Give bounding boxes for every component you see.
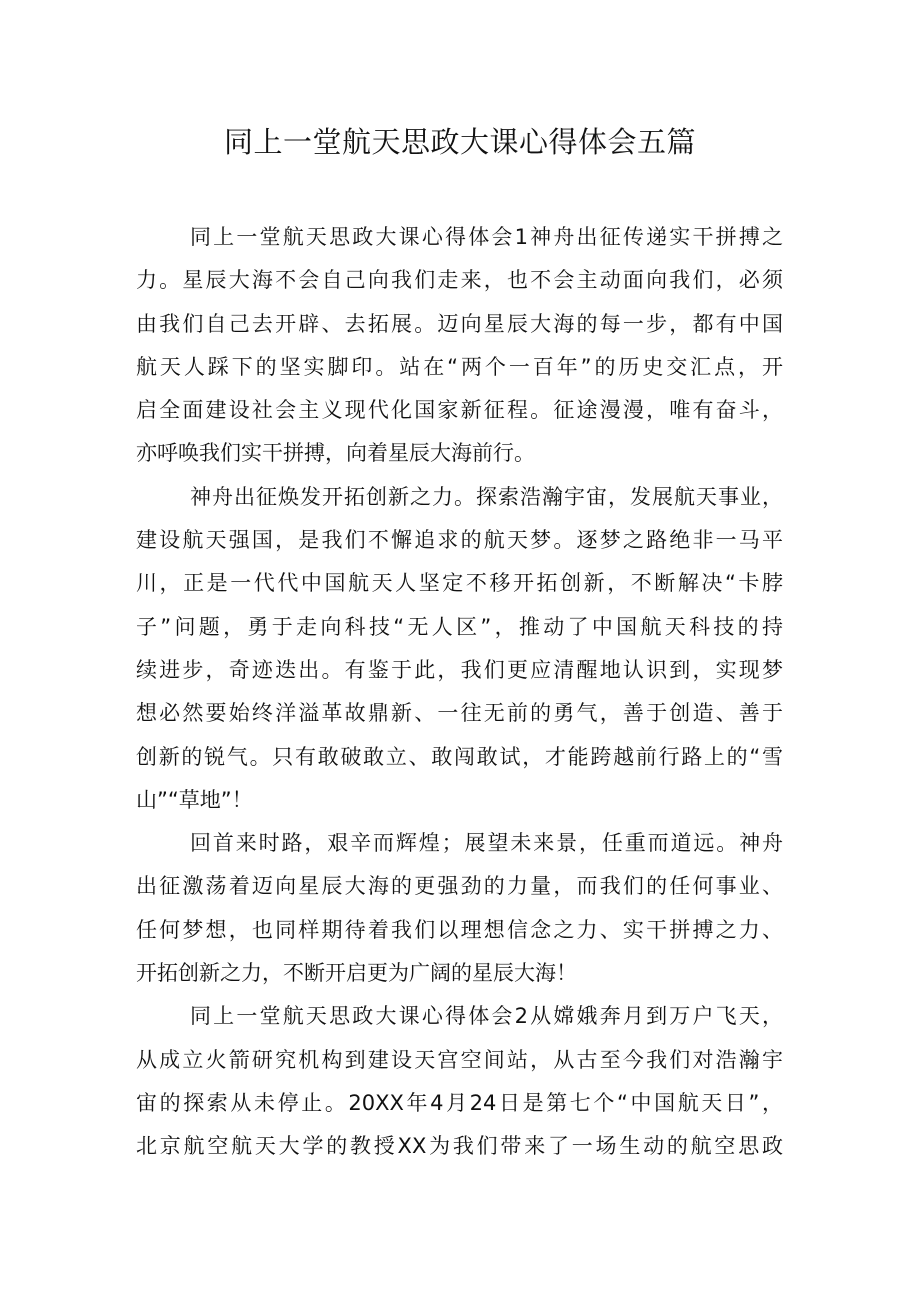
paragraph-4 bbox=[136, 995, 783, 1168]
text-line: 启全面建设社会主义现代化国家新征程。征途漫漫，唯有奋斗， bbox=[136, 398, 783, 423]
paragraph-3 bbox=[136, 822, 783, 995]
text-line: 回首来时路，艰辛而辉煌；展望未来景，任重而道远。神舟 bbox=[190, 831, 783, 856]
text-line: 续进步，奇迹迭出。有鉴于此，我们更应清醒地认识到，实现梦 bbox=[136, 657, 783, 682]
text-line: 航天人踩下的坚实脚印。站在“两个一百年”的历史交汇点，开 bbox=[136, 354, 783, 379]
text-line: 想必然要始终洋溢革故鼎新、一往无前的勇气，善于创造、善于 bbox=[136, 701, 783, 726]
text-line: 宙的探索从未停止。20XX年4月24日是第七个“中国航天日”， bbox=[136, 1090, 783, 1115]
text-line: 力。星辰大海不会自己向我们走来，也不会主动面向我们，必须 bbox=[136, 268, 783, 293]
text-line: 从成立火箭研究机构到建设天宫空间站，从古至今我们对浩瀚宇 bbox=[136, 1047, 783, 1072]
document-body bbox=[136, 216, 783, 1169]
text-line: 任何梦想，也同样期待着我们以理想信念之力、实干拼搏之力、 bbox=[136, 917, 783, 942]
text-line: 北京航空航天大学的教授XX为我们带来了一场生动的航空思政 bbox=[136, 1134, 783, 1159]
text-line: 建设航天强国，是我们不懈追求的航天梦。逐梦之路绝非一马平 bbox=[136, 528, 783, 553]
text-line: 同上一堂航天思政大课心得体会2从嫦娥奔月到万户飞天， bbox=[190, 1004, 783, 1029]
text-line: 川，正是一代代中国航天人坚定不移开拓创新，不断解决“卡脖 bbox=[136, 571, 783, 596]
text-line: 子”问题，勇于走向科技“无人区”，推动了中国航天科技的持 bbox=[136, 614, 783, 639]
paragraph-1 bbox=[136, 216, 783, 476]
text-line: 山”“草地”！ bbox=[136, 787, 253, 812]
text-line: 出征激荡着迈向星辰大海的更强劲的力量，而我们的任何事业、 bbox=[136, 874, 783, 899]
text-line: 创新的锐气。只有敢破敢立、敢闯敢试，才能跨越前行路上的“雪 bbox=[136, 744, 783, 769]
text-line: 由我们自己去开辟、去拓展。迈向星辰大海的每一步，都有中国 bbox=[136, 311, 783, 336]
text-line: 神舟出征焕发开拓创新之力。探索浩瀚宇宙，发展航天事业， bbox=[190, 484, 783, 509]
text-line: 开拓创新之力，不断开启更为广阔的星辰大海！ bbox=[136, 961, 577, 986]
text-line: 亦呼唤我们实干拼搏，向着星辰大海前行。 bbox=[136, 441, 535, 466]
paragraph-2 bbox=[136, 476, 783, 822]
document-title: 同上一堂航天思政大课心得体会五篇 bbox=[223, 125, 696, 159]
text-line: 同上一堂航天思政大课心得体会1神舟出征传递实干拼搏之 bbox=[190, 225, 783, 249]
